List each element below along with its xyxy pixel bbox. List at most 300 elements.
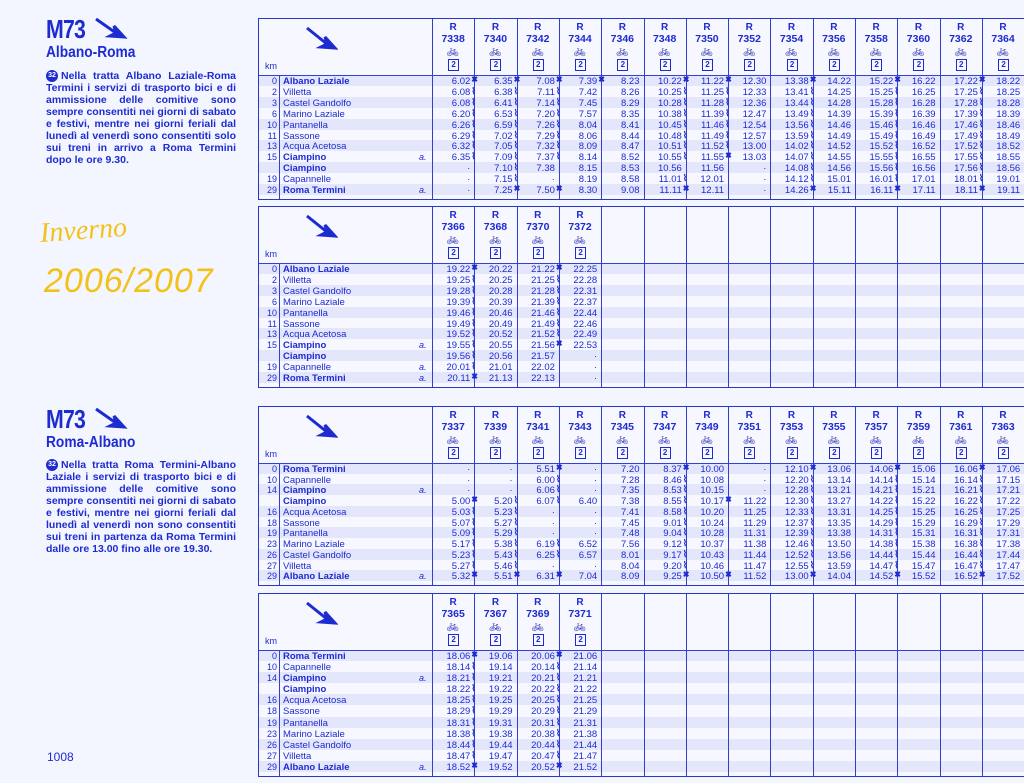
- departure-time: 19.11: [997, 185, 1021, 197]
- km-value: 29: [266, 185, 277, 196]
- second-class-icon: 2: [913, 447, 924, 459]
- bike-continuation-icon: ⌇: [471, 151, 476, 162]
- bike-continuation-icon: ⌇: [682, 527, 688, 538]
- departure-time: 8.01: [620, 549, 640, 561]
- departure-time: 7.10: [494, 163, 513, 175]
- regional-train-icon: R: [703, 410, 711, 421]
- bike-allowed-cross-icon: ✖: [978, 463, 986, 472]
- bike-continuation-icon: ⌇: [894, 85, 899, 96]
- departure-time: 20.21: [531, 673, 555, 685]
- bike-continuation-icon: ⌇: [978, 96, 984, 107]
- train-number: 7367: [483, 608, 508, 620]
- departure-time: 11.38: [743, 539, 767, 551]
- train-number: 7360: [906, 33, 931, 45]
- bike-allowed-cross-icon: ✖: [555, 339, 563, 349]
- departure-time: 12.30: [742, 76, 767, 87]
- bike-continuation-icon: ⌇: [471, 516, 476, 527]
- station-name: Capannelle: [283, 474, 332, 486]
- departure-time: 11.29: [743, 517, 767, 529]
- arrival-flag: a.: [419, 340, 427, 351]
- bike-continuation-icon: ⌇: [555, 473, 561, 484]
- direction-arrow-icon: [304, 213, 338, 241]
- regional-train-icon: R: [576, 210, 584, 221]
- route-note-albano-roma: [46, 70, 236, 166]
- train-number: 7352: [737, 33, 761, 45]
- bike-continuation-icon: ⌇: [682, 118, 688, 129]
- bike-icon: 🚲: [573, 46, 587, 57]
- bike-continuation-icon: ⌇: [513, 85, 518, 96]
- km-value: 6: [271, 108, 277, 119]
- departure-time: 13.41: [784, 86, 809, 98]
- departure-time: 8.46: [663, 474, 682, 486]
- second-class-icon: 2: [448, 59, 459, 71]
- bike-continuation-icon: ⌇: [894, 473, 899, 484]
- train-number: 7363: [991, 421, 1015, 433]
- departure-time: 9.01: [663, 517, 682, 529]
- bike-continuation-icon: ⌇: [513, 538, 518, 549]
- second-class-icon: 2: [617, 447, 628, 459]
- regional-train-icon: R: [618, 410, 626, 421]
- bike-continuation-icon: ⌇: [978, 107, 984, 118]
- station-name: Albano Laziale: [283, 571, 350, 583]
- bike-allowed-cross-icon: ✖: [513, 75, 521, 84]
- departure-time: 15.44: [911, 549, 936, 561]
- departure-time: 22.44: [573, 307, 598, 319]
- bike-icon: 🚲: [658, 434, 671, 445]
- departure-time: 15.01: [827, 174, 851, 186]
- departure-time: 18.22: [996, 76, 1021, 87]
- bike-continuation-icon: ⌇: [682, 516, 688, 527]
- bike-allowed-cross-icon: ✖: [725, 151, 732, 161]
- departure-time: 7.48: [620, 528, 640, 540]
- bike-continuation-icon: ⌇: [894, 527, 899, 538]
- station-name: Villetta: [283, 274, 312, 286]
- departure-time: 21.52: [531, 329, 555, 341]
- departure-time: 10.56: [658, 163, 682, 175]
- departure-time: 20.47: [531, 750, 555, 762]
- train-number: 7370: [526, 221, 550, 233]
- km-value: 10: [266, 474, 277, 485]
- bike-continuation-icon: ⌇: [725, 118, 730, 129]
- bike-continuation-icon: ⌇: [555, 484, 561, 495]
- bike-continuation-icon: ⌇: [555, 749, 561, 760]
- departure-time: 7.26: [536, 119, 555, 131]
- departure-time: 19.52: [446, 329, 471, 341]
- departure-time: ·: [763, 464, 767, 475]
- km-value: 11: [267, 318, 277, 329]
- row-stripe: [259, 739, 1024, 750]
- bike-continuation-icon: ⌇: [555, 538, 561, 549]
- departure-time: 19.55: [446, 340, 471, 352]
- bike-continuation-icon: ⌇: [978, 516, 984, 527]
- departure-time: 10.28: [658, 97, 682, 109]
- train-number: 7359: [906, 421, 931, 433]
- bike-icon: 🚲: [912, 434, 925, 445]
- departure-time: 5.51: [494, 571, 513, 583]
- departure-time: 14.21: [869, 485, 894, 497]
- train-number: 7364: [991, 33, 1015, 45]
- bike-allowed-cross-icon: ✖: [682, 463, 690, 472]
- second-class-icon: 2: [490, 634, 501, 646]
- departure-time: 5.17: [451, 539, 471, 551]
- bike-continuation-icon: ⌇: [682, 107, 688, 118]
- departure-time: 11.56: [701, 163, 725, 175]
- bike-allowed-cross-icon: ✖: [809, 184, 817, 194]
- departure-time: 14.38: [869, 539, 894, 551]
- km-value: 23: [266, 539, 277, 550]
- departure-time: 18.38: [446, 728, 471, 740]
- bike-continuation-icon: ⌇: [471, 694, 476, 705]
- departure-time: 10.46: [700, 560, 725, 572]
- bike-icon: 🚲: [573, 434, 587, 445]
- departure-time: 20.14: [531, 662, 555, 674]
- bike-continuation-icon: ⌇: [894, 118, 899, 129]
- departure-time: 10.08: [700, 474, 725, 486]
- departure-time: 10.48: [658, 130, 682, 142]
- departure-time: 8.53: [620, 163, 640, 175]
- km-value: 0: [271, 76, 277, 86]
- bike-continuation-icon: ⌇: [809, 96, 815, 107]
- departure-time: 14.44: [869, 549, 894, 561]
- departure-time: 8.04: [620, 560, 640, 572]
- departure-time: 16.22: [911, 76, 936, 87]
- train-column-line: [940, 594, 941, 776]
- bike-continuation-icon: ⌇: [894, 107, 899, 118]
- bike-continuation-icon: ⌇: [555, 738, 561, 749]
- departure-time: 21.22: [531, 264, 555, 275]
- departure-time: 17.25: [954, 86, 978, 98]
- bike-continuation-icon: ⌇: [471, 548, 476, 559]
- km-value: 29: [266, 761, 277, 772]
- bike-continuation-icon: ⌇: [471, 118, 476, 129]
- departure-time: 12.01: [700, 174, 725, 186]
- departure-time: 15.52: [869, 141, 894, 153]
- departure-time: 12.20: [784, 474, 809, 486]
- departure-time: 15.25: [869, 86, 894, 98]
- bike-continuation-icon: ⌇: [471, 527, 476, 538]
- bike-continuation-icon: ⌇: [978, 473, 984, 484]
- bike-continuation-icon: ⌇: [978, 505, 984, 516]
- bike-continuation-icon: ⌇: [894, 548, 899, 559]
- departure-time: 17.21: [996, 485, 1021, 497]
- departure-time: 13.14: [827, 474, 851, 486]
- km-value: 19: [266, 528, 277, 539]
- arrival-flag: a.: [419, 761, 427, 772]
- departure-time: 17.15: [996, 474, 1021, 486]
- departure-time: 15.46: [869, 119, 894, 131]
- departure-time: 7.14: [536, 97, 555, 109]
- bike-continuation-icon: ⌇: [809, 85, 815, 96]
- bike-continuation-icon: ⌇: [555, 85, 561, 96]
- bike-continuation-icon: ⌇: [809, 538, 815, 549]
- departure-time: 6.35: [451, 152, 471, 164]
- season-year: 2006/2007: [44, 262, 214, 300]
- departure-time: 7.25: [494, 185, 513, 197]
- train-number: 7340: [483, 33, 508, 45]
- train-number: 7342: [526, 33, 550, 45]
- departure-time: 10.22: [658, 76, 682, 87]
- km-value: 15: [266, 152, 277, 163]
- bike-continuation-icon: ⌇: [894, 173, 899, 184]
- train-number: 7337: [441, 421, 465, 433]
- departure-time: ·: [594, 474, 598, 486]
- departure-time: 8.47: [620, 141, 640, 153]
- departure-time: 5.20: [494, 496, 513, 508]
- departure-time: 17.46: [954, 119, 978, 131]
- train-number: 7366: [441, 221, 465, 233]
- departure-time: 8.53: [663, 485, 682, 497]
- departure-time: 21.56: [531, 340, 555, 352]
- km-value: 0: [271, 651, 277, 661]
- bike-icon: 🚲: [573, 621, 587, 632]
- km-value: 15: [266, 340, 277, 351]
- departure-time: 14.22: [827, 76, 851, 87]
- km-value: 23: [266, 728, 277, 739]
- departure-time: 22.37: [573, 296, 598, 308]
- station-name: Capannelle: [283, 662, 332, 674]
- bike-continuation-icon: ⌇: [471, 339, 476, 350]
- departure-time: 6.53: [494, 108, 513, 120]
- station-name: Acqua Acetosa: [283, 506, 347, 518]
- departure-time: 17.49: [954, 130, 978, 142]
- bike-continuation-icon: ⌇: [894, 495, 899, 506]
- departure-time: 10.17: [700, 496, 725, 508]
- departure-time: 21.21: [573, 673, 598, 685]
- departure-time: 11.52: [701, 141, 725, 153]
- bike-continuation-icon: ⌇: [682, 151, 688, 162]
- departure-time: 7.05: [494, 141, 513, 153]
- departure-time: 10.45: [658, 119, 682, 131]
- route-code-albano-roma: M73: [46, 14, 86, 44]
- departure-time: 15.39: [869, 108, 894, 120]
- km-value: 16: [266, 695, 277, 706]
- departure-time: 5.43: [494, 549, 513, 561]
- departure-time: 7.57: [578, 108, 598, 120]
- bike-continuation-icon: ⌇: [894, 559, 899, 570]
- km-value: 19: [266, 174, 277, 185]
- departure-time: 6.31: [536, 571, 555, 583]
- regional-train-icon: R: [618, 22, 626, 33]
- train-number: 7361: [949, 421, 973, 433]
- departure-time: 18.55: [996, 152, 1021, 164]
- bike-continuation-icon: ⌇: [894, 538, 899, 549]
- departure-time: 7.39: [578, 76, 598, 87]
- departure-time: 21.25: [531, 274, 555, 286]
- station-name: Castel Gandolfo: [283, 739, 352, 751]
- bike-continuation-icon: ⌇: [682, 484, 688, 495]
- departure-time: 11.25: [743, 506, 767, 518]
- station-name: Capannelle: [283, 174, 332, 186]
- bike-continuation-icon: ⌇: [682, 473, 688, 484]
- bike-allowed-cross-icon: ✖: [555, 760, 563, 770]
- departure-time: 7.02: [494, 130, 513, 142]
- bike-continuation-icon: ⌇: [809, 173, 815, 184]
- departure-time: 13.03: [742, 152, 767, 164]
- second-class-icon: 2: [660, 59, 671, 71]
- bike-icon: 🚲: [531, 434, 544, 445]
- departure-time: 18.39: [996, 108, 1021, 120]
- km-value: 10: [266, 307, 277, 318]
- departure-time: 7.56: [620, 539, 640, 551]
- departure-time: 20.01: [446, 362, 471, 374]
- departure-time: 16.14: [954, 474, 978, 486]
- arrival-flag: a.: [419, 571, 427, 582]
- departure-time: ·: [594, 517, 598, 529]
- departure-time: 15.29: [911, 517, 936, 529]
- second-class-icon: 2: [533, 634, 544, 646]
- train-number: 7369: [526, 608, 550, 620]
- departure-time: 20.29: [531, 706, 555, 718]
- departure-time: 18.14: [446, 662, 471, 674]
- departure-time: 18.11: [954, 185, 978, 197]
- station-name: Ciampino: [283, 485, 327, 497]
- departure-time: 18.52: [996, 141, 1021, 153]
- direction-arrow-icon: [304, 25, 338, 53]
- bike-continuation-icon: ⌇: [471, 284, 476, 295]
- departure-time: ·: [763, 485, 767, 497]
- departure-time: 11.44: [743, 549, 767, 561]
- bike-allowed-cross-icon: ✖: [555, 650, 563, 659]
- station-name: Ciampino: [283, 684, 327, 696]
- bike-continuation-icon: ⌇: [555, 96, 561, 107]
- bike-continuation-icon: ⌇: [682, 173, 688, 184]
- departure-time: 8.58: [620, 174, 640, 186]
- regional-train-icon: R: [703, 22, 711, 33]
- train-number: 7353: [779, 421, 804, 433]
- departure-time: 14.31: [869, 528, 894, 540]
- departure-time: 17.47: [996, 560, 1021, 572]
- bike-continuation-icon: ⌇: [894, 96, 899, 107]
- departure-time: 16.25: [911, 86, 936, 98]
- bike-continuation-icon: ⌇: [471, 317, 476, 328]
- departure-time: 6.00: [536, 474, 555, 486]
- departure-time: 8.35: [620, 108, 640, 120]
- departure-time: 12.11: [701, 185, 725, 197]
- km-value: 27: [266, 750, 277, 761]
- departure-time: 11.52: [743, 571, 767, 583]
- departure-time: 21.49: [531, 318, 555, 330]
- departure-time: ·: [509, 474, 513, 486]
- departure-time: 21.06: [573, 651, 598, 662]
- departure-time: 7.08: [536, 76, 555, 87]
- station-name: Pantanella: [283, 119, 328, 131]
- departure-time: 12.52: [784, 549, 809, 561]
- train-column-line: [940, 207, 941, 387]
- departure-time: 18.56: [996, 163, 1021, 175]
- departure-time: 8.09: [578, 141, 598, 153]
- second-class-icon: 2: [871, 447, 882, 459]
- km-header: km: [265, 449, 277, 459]
- regional-train-icon: R: [534, 210, 542, 221]
- bike-continuation-icon: ⌇: [555, 107, 561, 118]
- departure-time: 19.39: [446, 296, 471, 308]
- departure-time: 9.25: [663, 571, 682, 583]
- bike-continuation-icon: ⌇: [725, 85, 730, 96]
- bike-allowed-cross-icon: ✖: [725, 75, 732, 84]
- departure-time: 5.23: [451, 549, 471, 561]
- arrival-flag: a.: [419, 485, 427, 496]
- second-class-icon: 2: [448, 447, 459, 459]
- departure-time: 21.47: [573, 750, 598, 762]
- departure-time: 14.14: [869, 474, 894, 486]
- regional-train-icon: R: [491, 210, 500, 221]
- bike-icon: 🚲: [489, 434, 502, 445]
- km-value: 18: [266, 706, 277, 717]
- departure-time: 19.22: [446, 264, 471, 275]
- departure-time: 6.41: [494, 97, 513, 109]
- bike-continuation-icon: ⌇: [471, 295, 476, 306]
- departure-time: 15.21: [911, 485, 936, 497]
- departure-time: 19.06: [488, 651, 513, 662]
- departure-time: 11.11: [659, 185, 682, 197]
- bike-allowed-cross-icon: ✖: [809, 570, 817, 580]
- departure-time: 20.55: [488, 340, 513, 352]
- page-number: 1008: [47, 750, 74, 764]
- departure-time: 13.21: [827, 485, 851, 497]
- train-number: 7346: [610, 33, 635, 45]
- departure-time: 19.28: [446, 285, 471, 297]
- departure-time: 16.29: [954, 517, 978, 529]
- second-class-icon: 2: [617, 59, 628, 71]
- bike-continuation-icon: ⌇: [471, 273, 476, 284]
- departure-time: ·: [594, 373, 598, 385]
- departure-time: 17.56: [954, 163, 978, 175]
- departure-time: 21.38: [573, 728, 598, 740]
- bike-continuation-icon: ⌇: [555, 495, 561, 506]
- bike-continuation-icon: ⌇: [555, 306, 561, 317]
- second-class-icon: 2: [998, 447, 1009, 459]
- bike-icon: 🚲: [743, 434, 756, 445]
- train-number: 7344: [568, 33, 592, 45]
- departure-time: 19.21: [488, 673, 513, 685]
- km-value: 2: [271, 86, 277, 97]
- bike-icon: 🚲: [658, 46, 671, 57]
- departure-time: 9.20: [663, 560, 682, 572]
- departure-time: 12.30: [784, 496, 809, 508]
- regional-train-icon: R: [449, 410, 457, 421]
- bike-continuation-icon: ⌇: [471, 140, 476, 151]
- departure-time: 15.11: [827, 185, 851, 197]
- departure-time: 6.57: [578, 549, 598, 561]
- station-name: Ciampino: [283, 340, 327, 352]
- departure-time: 18.25: [446, 695, 471, 707]
- season-label: Inverno: [38, 212, 129, 250]
- bike-continuation-icon: ⌇: [513, 548, 518, 559]
- bike-continuation-icon: ⌇: [809, 151, 815, 162]
- bike-continuation-icon: ⌇: [513, 505, 518, 516]
- arrival-flag: a.: [419, 673, 427, 684]
- bike-continuation-icon: ⌇: [471, 683, 476, 694]
- bike-continuation-icon: ⌇: [471, 661, 476, 672]
- train-column-line: [728, 207, 729, 387]
- departure-time: 12.33: [742, 86, 767, 98]
- departure-time: 7.37: [536, 152, 555, 164]
- departure-time: 21.22: [573, 684, 598, 696]
- bike-continuation-icon: ⌇: [555, 716, 561, 727]
- departure-time: 8.06: [578, 130, 598, 142]
- regional-train-icon: R: [534, 22, 542, 33]
- regional-train-icon: R: [787, 410, 796, 421]
- train-column-line: [644, 594, 645, 776]
- departure-time: 11.47: [743, 560, 767, 572]
- departure-time: 12.28: [784, 485, 809, 497]
- station-name: Sassone: [283, 130, 320, 142]
- bike-continuation-icon: ⌇: [555, 295, 561, 306]
- train-number: 7358: [864, 33, 888, 45]
- train-column-line: [601, 594, 602, 776]
- departure-time: 18.46: [996, 119, 1021, 131]
- departure-time: 12.10: [784, 464, 809, 475]
